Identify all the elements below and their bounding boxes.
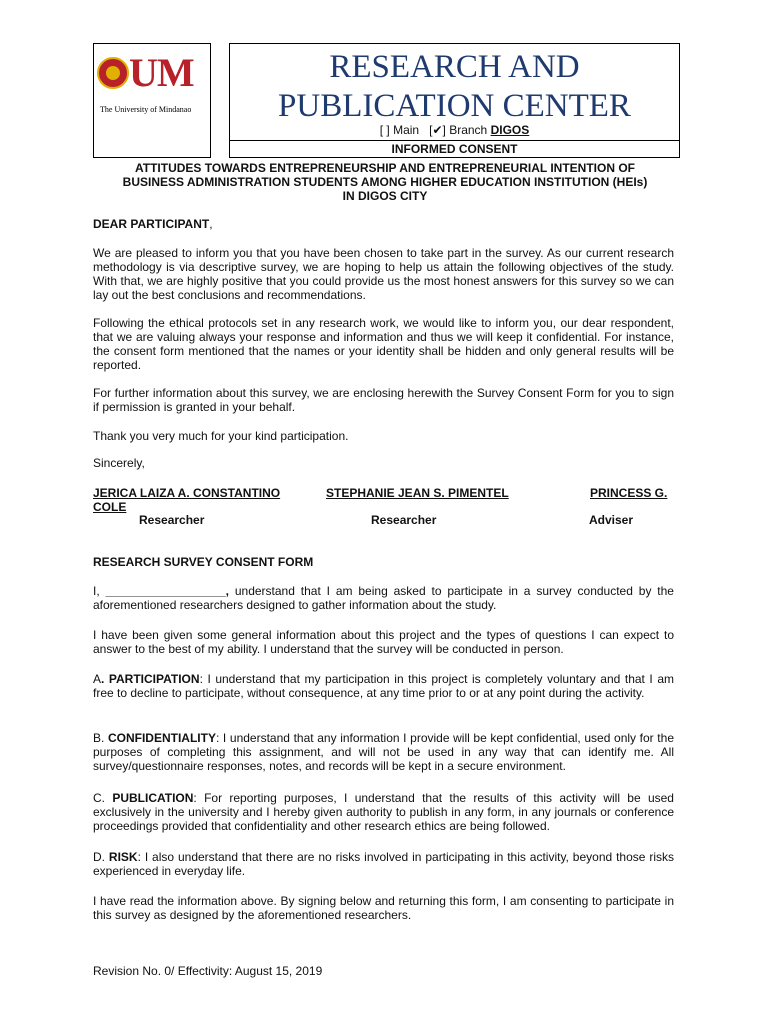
campus-selection <box>230 123 679 137</box>
consent-heading: RESEARCH SURVEY CONSENT FORM <box>93 555 314 569</box>
study-title <box>90 161 680 203</box>
study-title-line-1: ATTITUDES TOWARDS ENTREPRENEURSHIP AND ENTREPRENEURIAL INTENTION OF <box>134 161 636 175</box>
signatory-3-continued <box>93 500 126 514</box>
study-title-line-3: IN DIGOS CITY <box>342 189 428 203</box>
title-line-1: RESEARCH AND <box>329 49 580 85</box>
page-title <box>230 48 679 126</box>
header-title-box <box>229 43 680 140</box>
seal-icon <box>97 57 129 89</box>
letter-paragraph-1: We are pleased to inform you that you have been chosen to take part in the survey. As our current research methodology is via descriptive survey, we are hoping to help us attain the following objectives of the study. With that, we are highly positive that you could provide us the most honest answers for this survey so we can lay out the best conclusions and recommendations. <box>93 246 674 302</box>
signatory-name-part-2: COLE <box>93 500 127 514</box>
letter-paragraph-2: Following the ethical protocols set in any research work, we would like to inform you, our dear respondent, that we are valuing always your response and information and thus we will keep it confidential. For instance, the consent form mentioned that the names or your identity shall be hidden and only general results will be reported. <box>93 316 674 372</box>
signatory-role: Researcher <box>139 513 205 527</box>
consent-intro: I, __________________, understand that I am being asked to participate in a survey conducted by the aforementioned researchers designed to gather information about the study. <box>93 584 674 612</box>
signatory-name: STEPHANIE JEAN S. PIMENTEL <box>326 486 509 500</box>
letter-paragraph-3: For further information about this survey, we are enclosing herewith the Survey Consent Form for you to sign if permission is granted in your behalf. <box>93 386 674 414</box>
branch-label: Branch <box>449 123 488 137</box>
signatory-3 <box>590 486 667 500</box>
signatory-name: JERICA LAIZA A. CONSTANTINO <box>93 486 281 500</box>
university-name: The University of Mindanao <box>100 105 192 114</box>
consent-closing: I have read the information above. By signing below and returning this form, I am consenting to participate in this survey as designed by the aforementioned researchers. <box>93 894 674 922</box>
logo-text: UM <box>129 50 194 95</box>
title-line-2: PUBLICATION CENTER <box>278 88 631 124</box>
name-blank: __________________, <box>105 584 229 598</box>
clause-label: PUBLICATION <box>112 791 194 805</box>
letter-paragraph-4: Thank you very much for your kind participation. <box>93 429 349 443</box>
logo-box <box>93 43 211 158</box>
closing: Sincerely, <box>93 456 145 470</box>
clause-confidentiality: B. CONFIDENTIALITY: I understand that any information I provide will be kept confidential, used only for the purposes of completing this assignment, and will not be used in any way that can identify me. All survey/questionnaire responses, notes, and records will be kept in a secure environment. <box>93 731 674 773</box>
revision-footer: Revision No. 0/ Effectivity: August 15, 2019 <box>93 964 323 978</box>
signatory-name-part-1: PRINCESS G. <box>590 486 668 500</box>
clause-publication: C. PUBLICATION: For reporting purposes, I understand that the results of this activity will be used exclusively in the university and I hereby given authority to publish in any form, in any journals or conference proceedings provided that confidentiality and other research ethics are being followed. <box>93 791 674 833</box>
main-label: Main <box>393 123 420 137</box>
study-title-line-2: BUSINESS ADMINISTRATION STUDENTS AMONG HIGHER EDUCATION INSTITUTION (HEIs) <box>122 175 648 189</box>
signatory-role: Researcher <box>371 513 437 527</box>
salutation-text: DEAR PARTICIPANT <box>93 217 210 231</box>
branch-name: DIGOS <box>490 123 530 137</box>
university-logo <box>97 50 207 114</box>
signatory-1 <box>93 486 280 500</box>
consent-general: I have been given some general information about this project and the types of questions I can expect to answer to the best of my ability. I understand that the survey will be conducted in person. <box>93 628 674 656</box>
branch-checkbox: [✔] <box>429 123 446 137</box>
signatory-role: Adviser <box>589 513 634 527</box>
clause-label: . PARTICIPATION <box>101 672 200 686</box>
main-checkbox: [ ] <box>379 123 390 137</box>
clause-participation: A. PARTICIPATION: I understand that my participation in this project is completely voluntary and that I am free to decline to participate, without consequence, at any time prior to or at any point during the activity. <box>93 672 674 700</box>
clause-risk: D. RISK: I also understand that there are no risks involved in participating in this activity, beyond those risks experienced in everyday life. <box>93 850 674 878</box>
clause-label: RISK <box>108 850 138 864</box>
clause-label: CONFIDENTIALITY <box>107 731 216 745</box>
form-title: INFORMED CONSENT <box>229 140 680 158</box>
signatory-2 <box>326 486 509 500</box>
salutation: DEAR PARTICIPANT, <box>93 217 213 231</box>
